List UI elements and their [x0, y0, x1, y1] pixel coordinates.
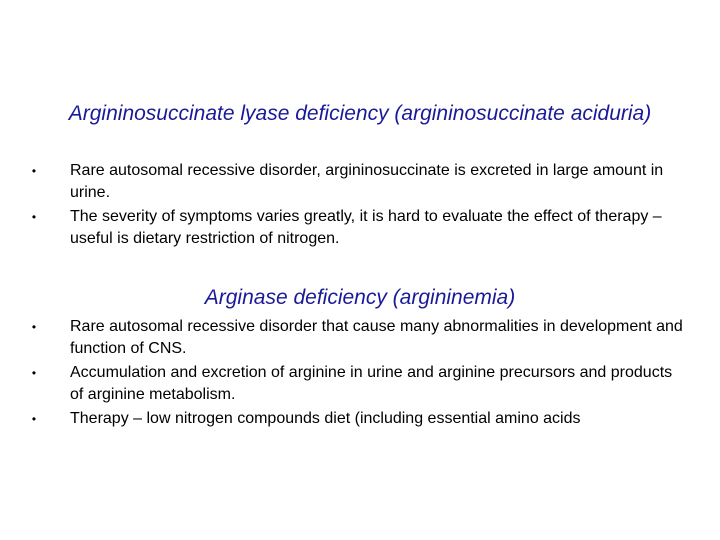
bullet-icon: •: [31, 164, 37, 178]
bullet-icon: •: [31, 210, 37, 224]
list-item: [28, 362, 688, 406]
bullet-icon: •: [31, 366, 37, 380]
bullet-text: The severity of symptoms varies greatly, it is hard to evaluate the effect of therapy – useful is dietary restriction of nitrogen.: [70, 208, 662, 247]
section-2-title: Arginase deficiency (argininemia): [204, 286, 516, 309]
list-item: [28, 160, 688, 204]
list-item: [28, 408, 688, 430]
list-item: [28, 206, 688, 250]
bullet-text: Therapy – low nitrogen compounds diet (including essential amino acids: [70, 410, 581, 427]
bullet-icon: •: [31, 412, 37, 426]
section-2-bullet-list: [28, 316, 688, 432]
bullet-text: Rare autosomal recessive disorder that cause many abnormalities in development and function of CNS.: [70, 318, 683, 357]
bullet-text: Accumulation and excretion of arginine in urine and arginine precursors and products of arginine metabolism.: [70, 364, 673, 403]
bullet-text: Rare autosomal recessive disorder, argininosuccinate is excreted in large amount in urine.: [70, 162, 664, 201]
section-1-title: Argininosuccinate lyase deficiency (argininosuccinate aciduria): [68, 102, 652, 125]
bullet-icon: •: [31, 320, 37, 334]
list-item: [28, 316, 688, 360]
section-1-bullet-list: [28, 160, 688, 252]
